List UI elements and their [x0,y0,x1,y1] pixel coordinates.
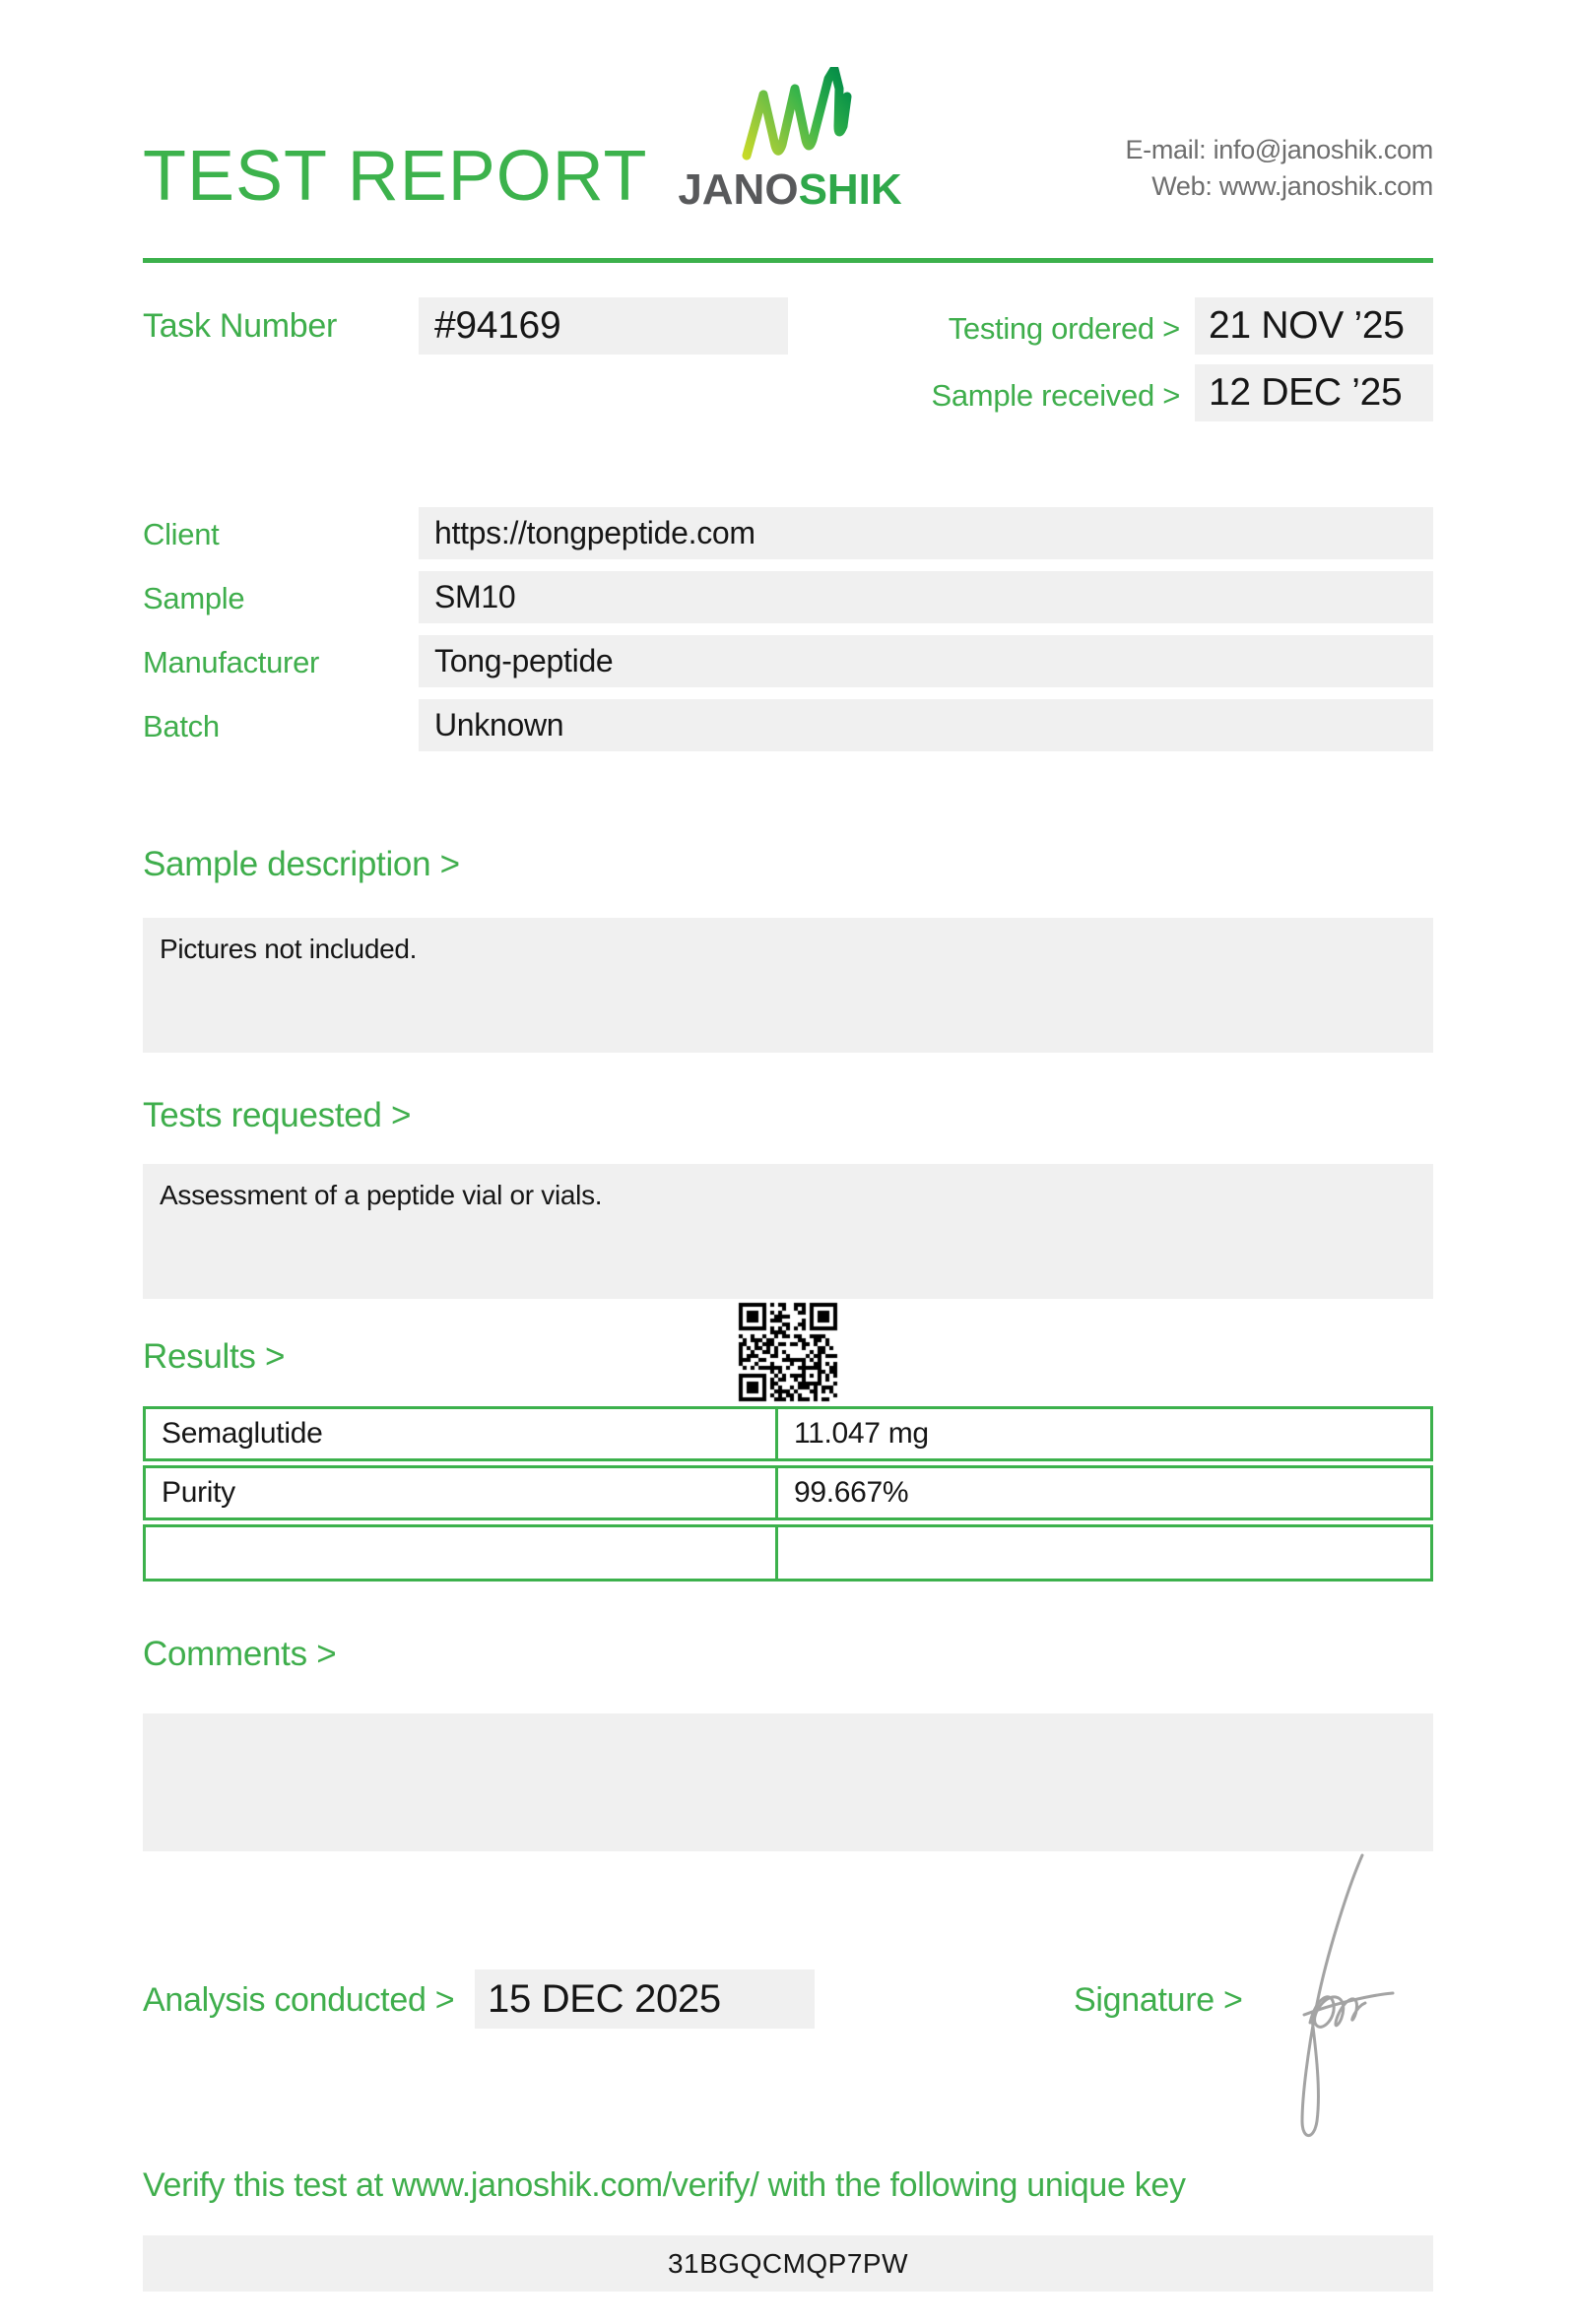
testing-ordered-box [1195,297,1433,355]
tests-requested-text: Assessment of a peptide vial or vials. [160,1180,603,1210]
batch-value: Unknown [434,707,564,742]
result-name [146,1527,775,1579]
sample-received-box [1195,364,1433,421]
task-number-value: #94169 [434,304,561,347]
janoshik-logo-icon [737,67,870,165]
results-heading: Results > [143,1337,286,1376]
testing-ordered-value: 21 NOV ’25 [1209,304,1405,347]
sample-received-label: Sample received > [931,378,1180,413]
qr-code [736,1300,840,1404]
batch-box [419,699,1433,751]
manufacturer-label: Manufacturer [143,645,320,679]
client-box [419,507,1433,559]
contact-web: Web: www.janoshik.com [1151,171,1433,201]
tests-requested-heading: Tests requested > [143,1096,412,1134]
logo-text-dark: JANO [678,165,799,214]
signature-label: Signature > [1074,1981,1243,2019]
contact-info [1125,132,1433,205]
result-name: Semaglutide [162,1417,323,1450]
client-value: https://tongpeptide.com [434,515,755,550]
verify-text: Verify this test at www.janoshik.com/verify/ with the following unique key [143,2166,1186,2204]
janoshik-logo-text [662,165,918,215]
result-value [775,1527,1430,1579]
analysis-conducted-value: 15 DEC 2025 [488,1977,721,2021]
unique-key-value: 31BGQCMQP7PW [667,2248,909,2279]
sample-box [419,571,1433,623]
client-label: Client [143,517,220,551]
result-value: 99.667% [775,1468,1430,1517]
sample-label: Sample [143,581,245,615]
analysis-conducted-label: Analysis conducted > [143,1981,455,2019]
logo-text-green: SHIK [798,165,902,214]
sample-description-box [143,918,1433,1053]
results-table [143,1406,1433,1582]
table-row [143,1465,1433,1520]
tests-requested-box [143,1164,1433,1299]
comments-heading: Comments > [143,1635,337,1673]
sample-received-value: 12 DEC ’25 [1209,371,1403,414]
analysis-conducted-box [475,1969,815,2029]
table-row [143,1524,1433,1582]
manufacturer-value: Tong-peptide [434,643,614,678]
header-divider [143,258,1433,263]
manufacturer-box [419,635,1433,687]
task-number-label: Task Number [143,307,337,345]
batch-label: Batch [143,709,220,743]
signature-image [1256,1849,1433,2145]
sample-value: SM10 [434,579,516,614]
contact-email: E-mail: info@janoshik.com [1125,135,1433,164]
result-name: Purity [162,1476,235,1509]
task-number-box [419,297,788,355]
sample-description-heading: Sample description > [143,845,460,883]
result-value: 11.047 mg [775,1409,1430,1458]
unique-key-box [143,2235,1433,2292]
table-row [143,1406,1433,1461]
testing-ordered-label: Testing ordered > [948,311,1180,346]
page-title: TEST REPORT [143,137,648,216]
comments-box [143,1713,1433,1851]
sample-description-text: Pictures not included. [160,934,418,964]
